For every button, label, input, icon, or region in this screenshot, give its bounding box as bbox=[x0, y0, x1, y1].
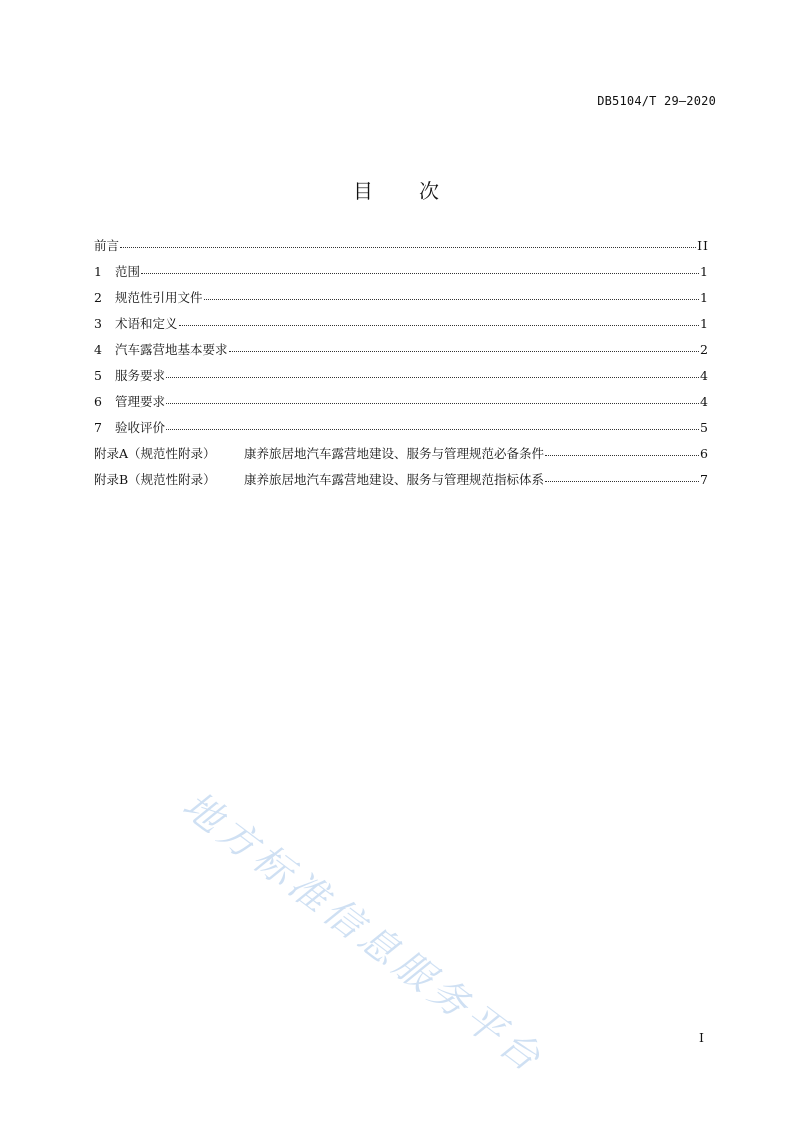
toc-leader-dots bbox=[166, 376, 699, 378]
toc-entry-number: 5 bbox=[94, 368, 102, 383]
toc-entry-label: 管理要求 bbox=[115, 394, 166, 409]
toc-appendix-prefix: 附录B（规范性附录） bbox=[94, 472, 216, 487]
toc-leader-dots bbox=[204, 298, 700, 300]
toc-leader-dots bbox=[545, 454, 699, 456]
toc-leader-dots bbox=[166, 428, 699, 430]
toc-leader-dots bbox=[166, 402, 699, 404]
toc-leader-dots bbox=[179, 324, 700, 326]
toc-entry-label: 规范性引用文件 bbox=[115, 290, 203, 305]
toc-entry-label: 汽车露营地基本要求 bbox=[115, 342, 228, 357]
toc-entry-acceptance-evaluation[interactable] bbox=[94, 418, 709, 444]
toc-entry-number: 6 bbox=[94, 394, 102, 409]
toc-page-number: 4 bbox=[700, 368, 709, 383]
toc-entry-label: 范围 bbox=[115, 264, 141, 279]
page-number: I bbox=[699, 1030, 704, 1045]
toc-entry-number: 2 bbox=[94, 290, 102, 305]
toc-leader-dots bbox=[120, 246, 696, 248]
toc-entry-label: 康养旅居地汽车露营地建设、服务与管理规范指标体系 bbox=[244, 472, 545, 487]
toc-entry-label: 前言 bbox=[94, 238, 120, 253]
toc-entry-appendix-a[interactable] bbox=[94, 444, 709, 470]
watermark: 地方标准信息服务平台 bbox=[174, 782, 553, 1083]
toc-entry-scope[interactable] bbox=[94, 262, 709, 288]
toc-entry-management-requirements[interactable] bbox=[94, 392, 709, 418]
toc-entry-basic-requirements[interactable] bbox=[94, 340, 709, 366]
toc-entry-normative-references[interactable] bbox=[94, 288, 709, 314]
toc-entry-number: 1 bbox=[94, 264, 102, 279]
toc-leader-dots bbox=[229, 350, 700, 352]
toc-entry-terms-definitions[interactable] bbox=[94, 314, 709, 340]
toc-entry-number: 7 bbox=[94, 420, 102, 435]
document-number: DB5104/T 29—2020 bbox=[597, 94, 716, 108]
toc-page-number: 1 bbox=[700, 264, 709, 279]
toc-appendix-prefix: 附录A（规范性附录） bbox=[94, 446, 216, 461]
toc-entry-label: 康养旅居地汽车露营地建设、服务与管理规范必备条件 bbox=[244, 446, 545, 461]
toc-entry-service-requirements[interactable] bbox=[94, 366, 709, 392]
toc-page-number: 7 bbox=[700, 472, 709, 487]
toc-entry-label: 验收评价 bbox=[115, 420, 166, 435]
toc-page-number: II bbox=[697, 238, 709, 253]
toc-entry-label: 服务要求 bbox=[115, 368, 166, 383]
toc-page-number: 4 bbox=[700, 394, 709, 409]
toc-page-number: 1 bbox=[700, 290, 709, 305]
toc-entry-label: 术语和定义 bbox=[115, 316, 178, 331]
toc-page-number: 2 bbox=[700, 342, 709, 357]
toc-page-number: 5 bbox=[700, 420, 709, 435]
toc-entry-appendix-b[interactable] bbox=[94, 470, 709, 496]
toc-leader-dots bbox=[545, 480, 699, 482]
toc-entry-number: 3 bbox=[94, 316, 102, 331]
toc-page-number: 1 bbox=[700, 316, 709, 331]
toc-page-number: 6 bbox=[700, 446, 709, 461]
page-title: 目次 bbox=[353, 179, 485, 203]
toc-entry-number: 4 bbox=[94, 342, 102, 357]
table-of-contents bbox=[94, 236, 709, 496]
toc-entry-foreword[interactable] bbox=[94, 236, 709, 262]
toc-leader-dots bbox=[141, 272, 699, 274]
